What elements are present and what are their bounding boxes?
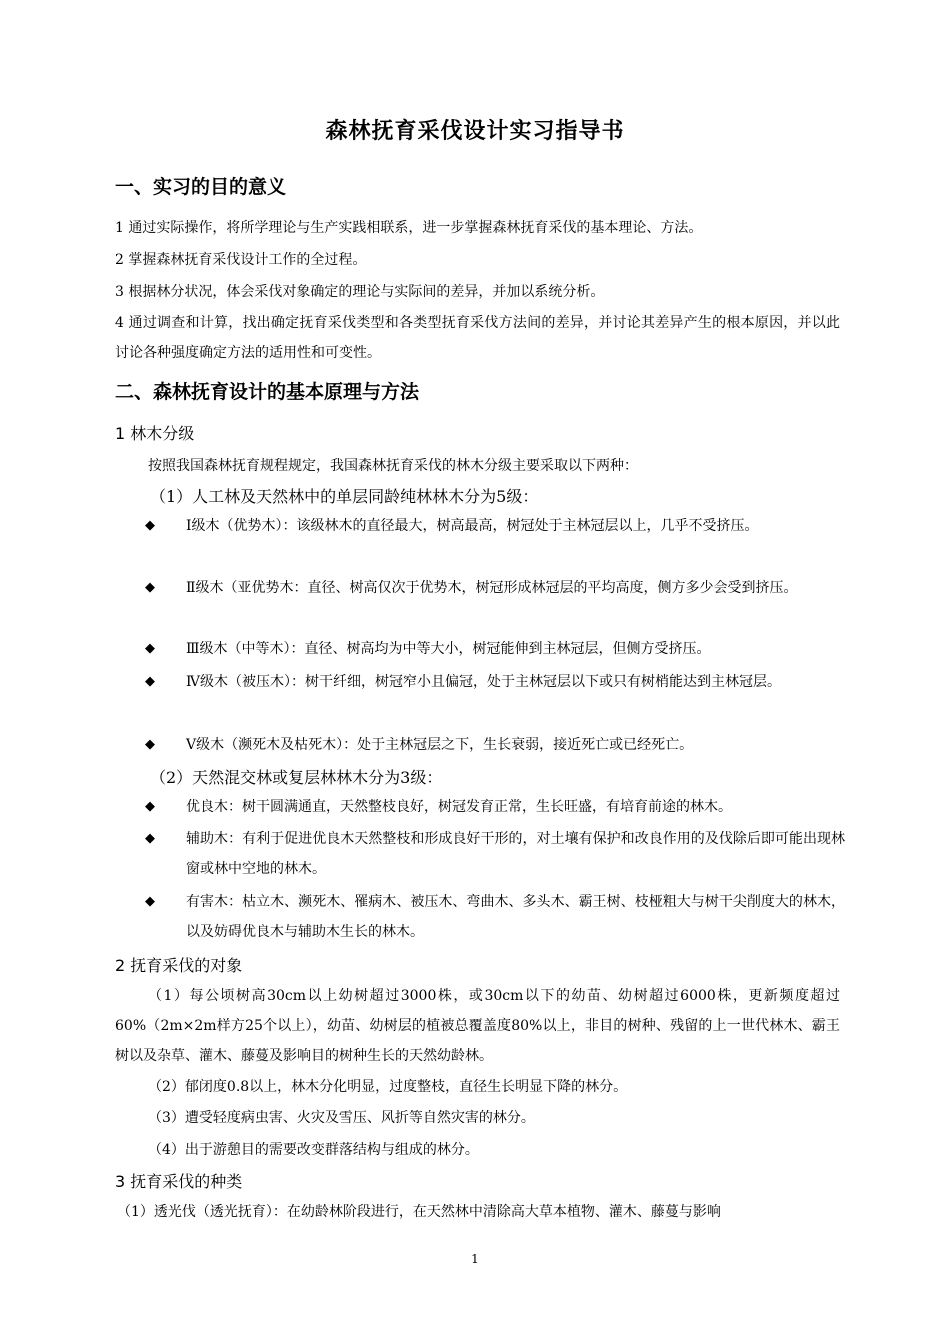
purpose-item-3: 3 根据林分状况，体会采伐对象确定的理论与实际间的差异，并加以系统分析。	[115, 284, 605, 300]
grade-4-text: Ⅳ级木（被压木）：树干纤细，树冠窄小且偏冠，处于主林冠层以下或只有树梢能达到主林冠层。	[186, 674, 781, 690]
grade-2-text: Ⅱ级木（亚优势木：直径、树高仅次于优势木，树冠形成林冠层的平均高度，侧方多少会受到挤压。	[186, 580, 798, 596]
thinning-object-4: （4）出于游憩目的需要改变群落结构与组成的林分。	[148, 1142, 479, 1158]
subsection-heading-tree-grading: 1 林木分级	[115, 424, 195, 443]
thinning-object-1: （1）每公顷树高30cm以上幼树超过3000株，或30cm以下的幼苗、幼树超过6000株，更新频度超过60%（2m×2m样方25个以上），幼苗、幼树层的植被总覆盖度80%以上，非目的树种、残留的上一世代林木、霸王树以及杂草、灌木、藤蔓及影响目的树种生长的天然幼龄林。	[115, 988, 840, 1064]
diamond-bullet-icon: ◆	[145, 518, 155, 533]
grade-3-text: Ⅲ级木（中等木）：直径、树高均为中等大小，树冠能伸到主林冠层，但侧方受挤压。	[186, 641, 711, 657]
list-item	[145, 730, 845, 760]
grading-group-2-title: （2）天然混交林或复层林林木分为3级：	[150, 768, 443, 787]
grade-5-text: Ⅴ级木（濒死木及枯死木）：处于主林冠层之下，生长衰弱，接近死亡或已经死亡。	[186, 737, 694, 753]
harmful-tree-text: 有害木：枯立木、濒死木、罹病木、被压木、弯曲木、多头木、霸王树、枝桠粗大与树干尖削度大的林木，以及妨碍优良木与辅助木生长的林木。	[186, 894, 845, 940]
diamond-bullet-icon: ◆	[145, 580, 155, 595]
grade-1-text: Ⅰ级木（优势木）：该级林木的直径最大，树高最高，树冠处于主林冠层以上，几乎不受挤压。	[186, 518, 759, 534]
thinning-type-1: （1）透光伐（透光抚育）：在幼龄林阶段进行，在天然林中清除高大草本植物、灌木、藤蔓与影响	[117, 1204, 721, 1220]
subsection-heading-thinning-objects: 2 抚育采伐的对象	[115, 956, 243, 975]
thinning-object-2: （2）郁闭度0.8以上，林木分化明显，过度整枝，直径生长明显下降的林分。	[148, 1079, 628, 1095]
subsection-heading-thinning-types: 3 抚育采伐的种类	[115, 1172, 243, 1191]
document-title: 森林抚育采伐设计实习指导书	[325, 119, 625, 144]
diamond-bullet-icon: ◆	[145, 894, 155, 909]
purpose-item-4: 4 通过调查和计算，找出确定抚育采伐类型和各类型抚育采伐方法间的差异，并讨论其差异产生的根本原因，并以此讨论各种强度确定方法的适用性和可变性。	[115, 315, 840, 361]
diamond-bullet-icon: ◆	[145, 799, 155, 814]
purpose-item-1: 1 通过实际操作，将所学理论与生产实践相联系，进一步掌握森林抚育采伐的基本理论、方法。	[115, 220, 703, 236]
section-heading-principles: 二、森林抚育设计的基本原理与方法	[115, 381, 420, 403]
page-number: 1	[471, 1252, 479, 1266]
diamond-bullet-icon: ◆	[145, 641, 155, 656]
diamond-bullet-icon: ◆	[145, 737, 155, 752]
list-item	[145, 667, 845, 697]
diamond-bullet-icon: ◆	[145, 831, 155, 846]
list-item	[145, 511, 845, 541]
list-item	[145, 887, 845, 947]
section-heading-purpose: 一、实习的目的意义	[115, 176, 287, 198]
purpose-item-2: 2 掌握森林抚育采伐设计工作的全过程。	[115, 252, 367, 268]
list-item	[145, 634, 845, 664]
list-item	[145, 824, 845, 884]
auxiliary-tree-text: 辅助木：有利于促进优良木天然整枝和形成良好干形的，对土壤有保护和改良作用的及伐除后即可能出现林窗或林中空地的林木。	[186, 831, 845, 877]
list-item	[145, 792, 845, 822]
grading-group-1-title: （1）人工林及天然林中的单层同龄纯林林木分为5级：	[150, 487, 539, 506]
list-item	[145, 573, 845, 603]
good-tree-text: 优良木：树干圆满通直，天然整枝良好，树冠发育正常，生长旺盛，有培育前途的林木。	[186, 799, 732, 815]
thinning-object-3: （3）遭受轻度病虫害、火灾及雪压、风折等自然灾害的林分。	[148, 1110, 535, 1126]
tree-grading-intro: 按照我国森林抚育规程规定，我国森林抚育采伐的林木分级主要采取以下两种：	[148, 458, 638, 474]
diamond-bullet-icon: ◆	[145, 674, 155, 689]
